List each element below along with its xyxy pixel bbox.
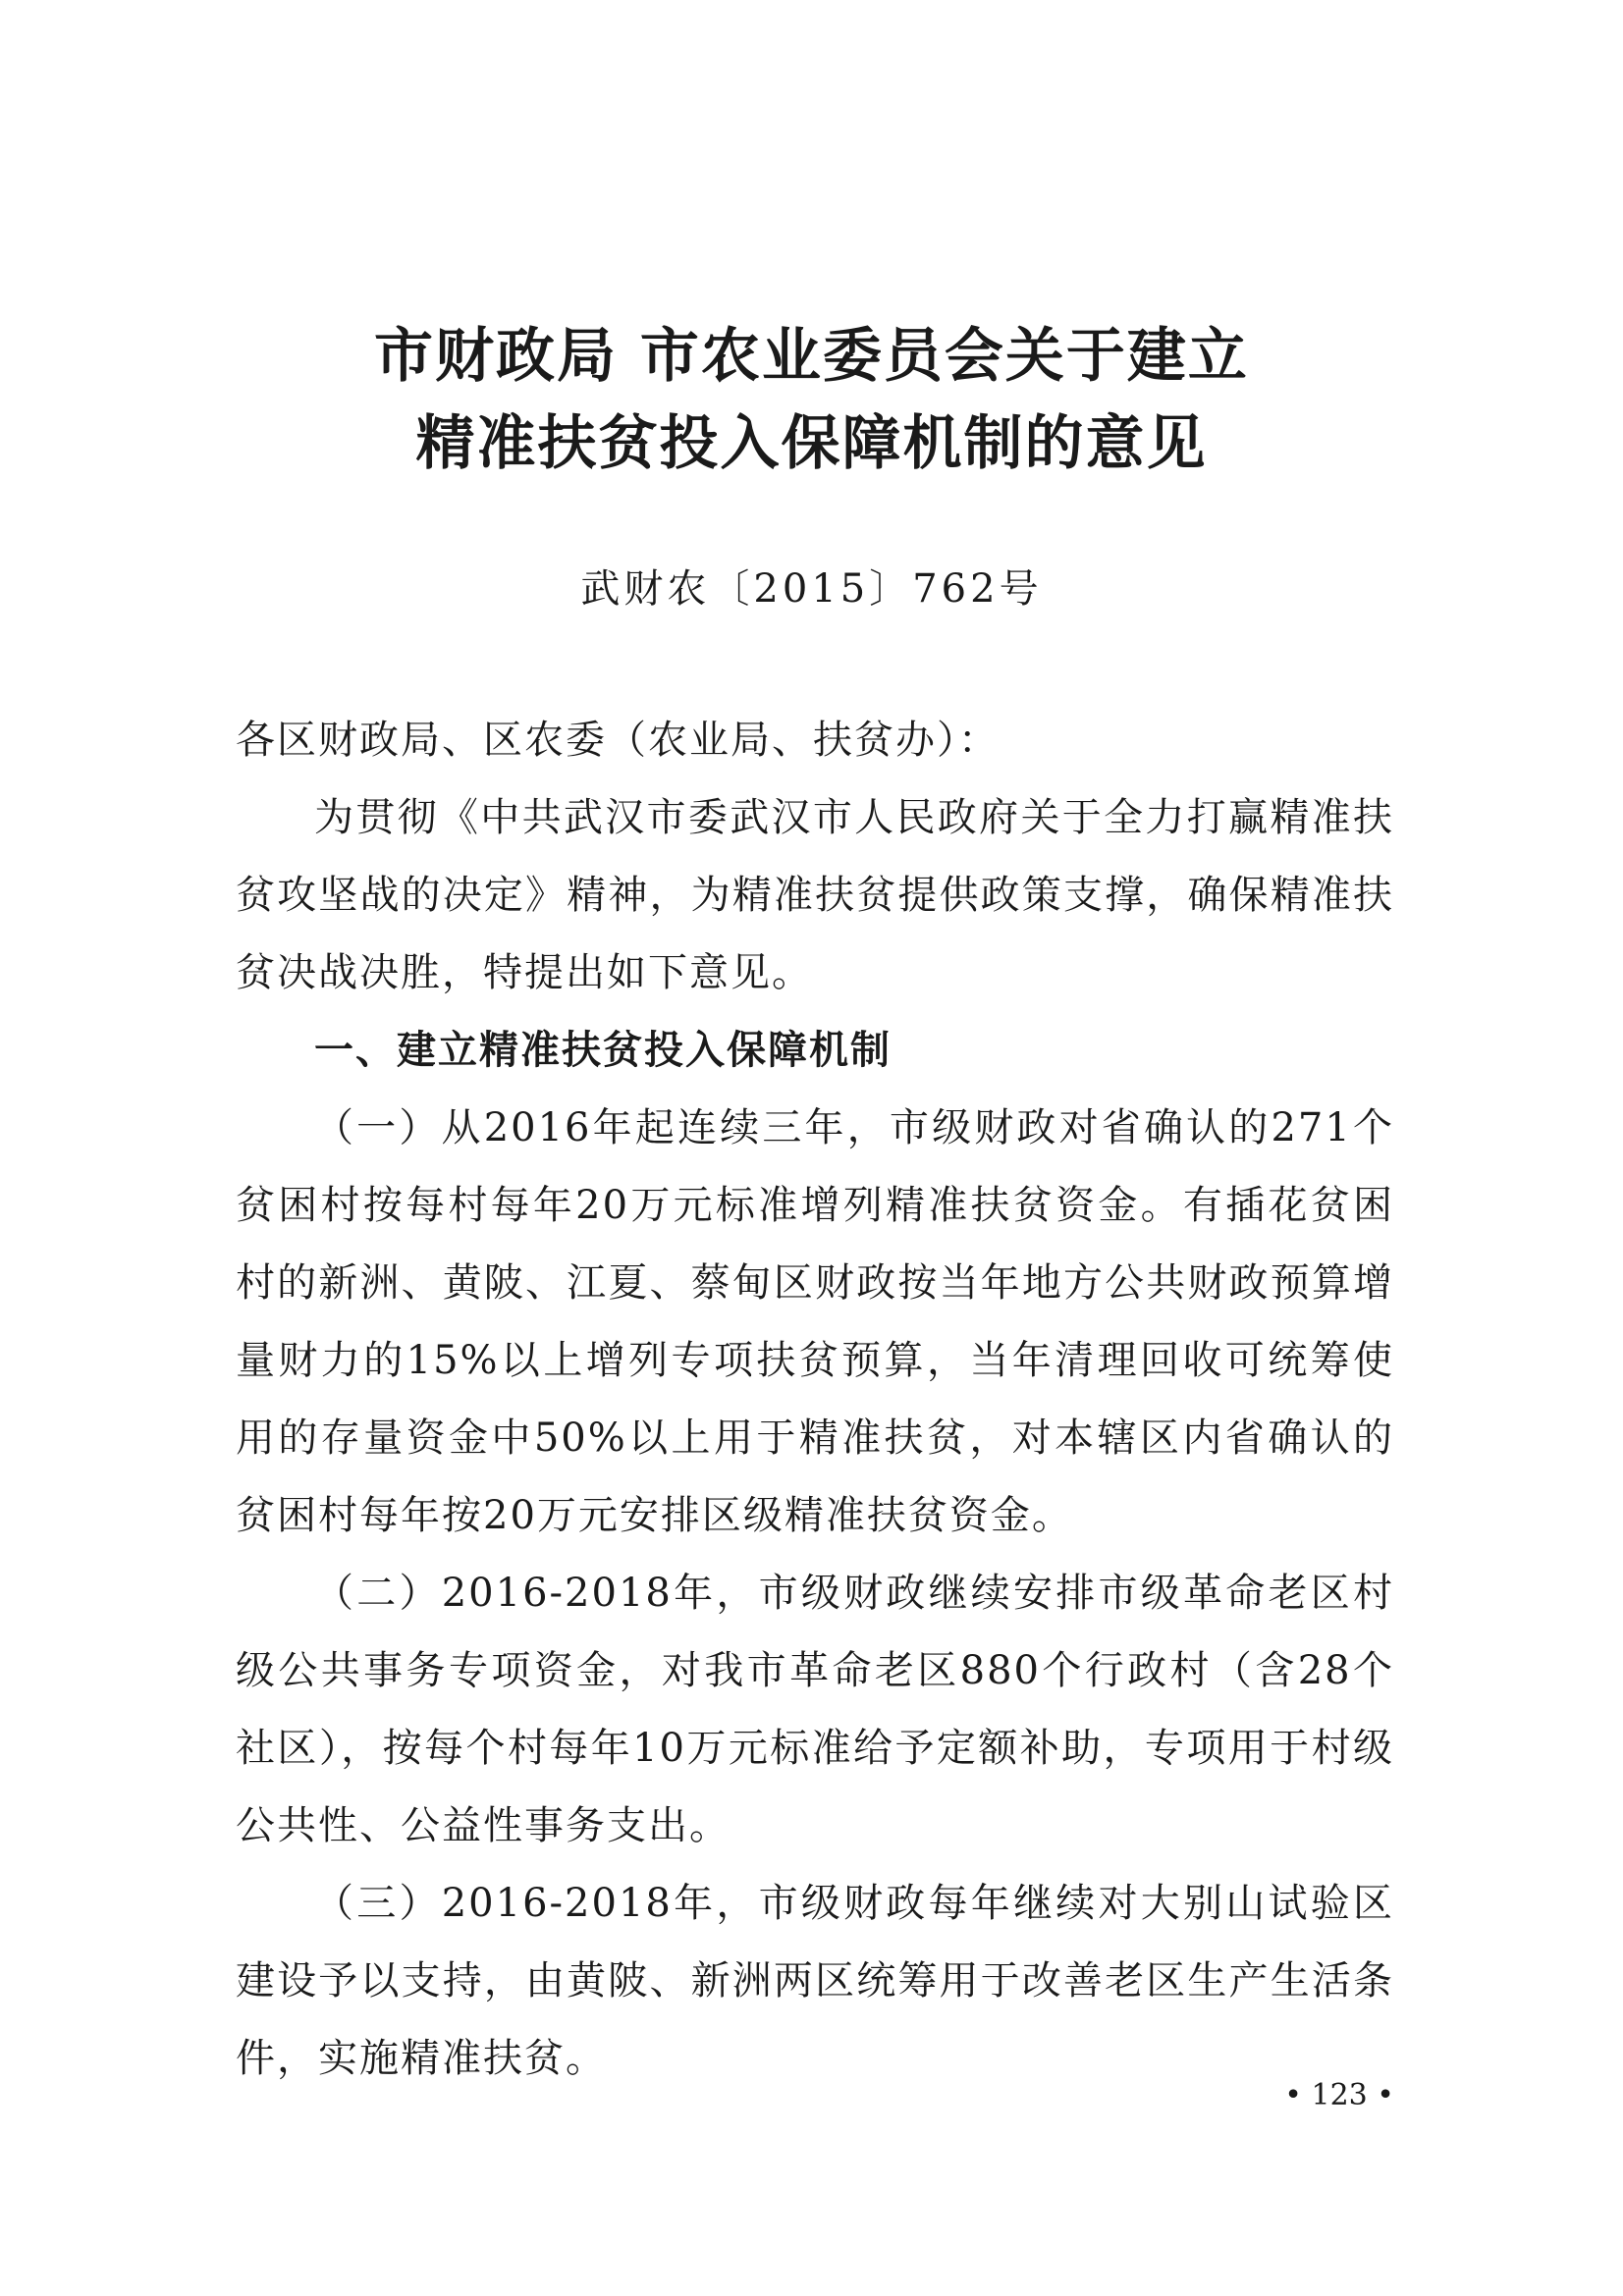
item-paragraph-1: （一）从2016年起连续三年，市级财政对省确认的271个贫困村按每村每年20万元标准增列精准扶贫资金。有插花贫困村的新洲、黄陂、江夏、蔡甸区财政按当年地方公共财政预算增量财力的15%以上增列专项扶贫预算，当年清理回收可统筹使用的存量资金中50%以上用于精准扶贫，对本辖区内省确认的贫困村每年按20万元安排区级精准扶贫资金。 <box>236 1105 1394 1538</box>
item-paragraph-2: （二）2016-2018年，市级财政继续安排市级革命老区村级公共事务专项资金，对我市革命老区880个行政村（含28个社区），按每个村每年10万元标准给予定额补助，专项用于村级公共性、公益性事务支出。 <box>236 1571 1394 1848</box>
document-title-line-1: 市财政局 市农业委员会关于建立 <box>374 322 1249 391</box>
salutation: 各区财政局、区农委（农业局、扶贫办）： <box>236 718 1000 763</box>
section-heading-1: 一、建立精准扶贫投入保障机制 <box>314 1028 892 1073</box>
page-number: • 123 • <box>1284 2078 1394 2112</box>
document-title-line-2: 精准扶贫投入保障机制的意见 <box>415 409 1208 478</box>
intro-paragraph: 为贯彻《中共武汉市委武汉市人民政府关于全力打赢精准扶贫攻坚战的决定》精神，为精准扶贫提供政策支撑，确保精准扶贫决战决胜，特提出如下意见。 <box>236 795 1394 995</box>
document-number: 武财农〔2015〕762号 <box>580 566 1043 612</box>
document-body <box>236 702 1394 2098</box>
item-paragraph-3: （三）2016-2018年，市级财政每年继续对大别山试验区建设予以支持，由黄陂、新洲两区统筹用于改善老区生产生活条件，实施精准扶贫。 <box>236 1881 1394 2081</box>
